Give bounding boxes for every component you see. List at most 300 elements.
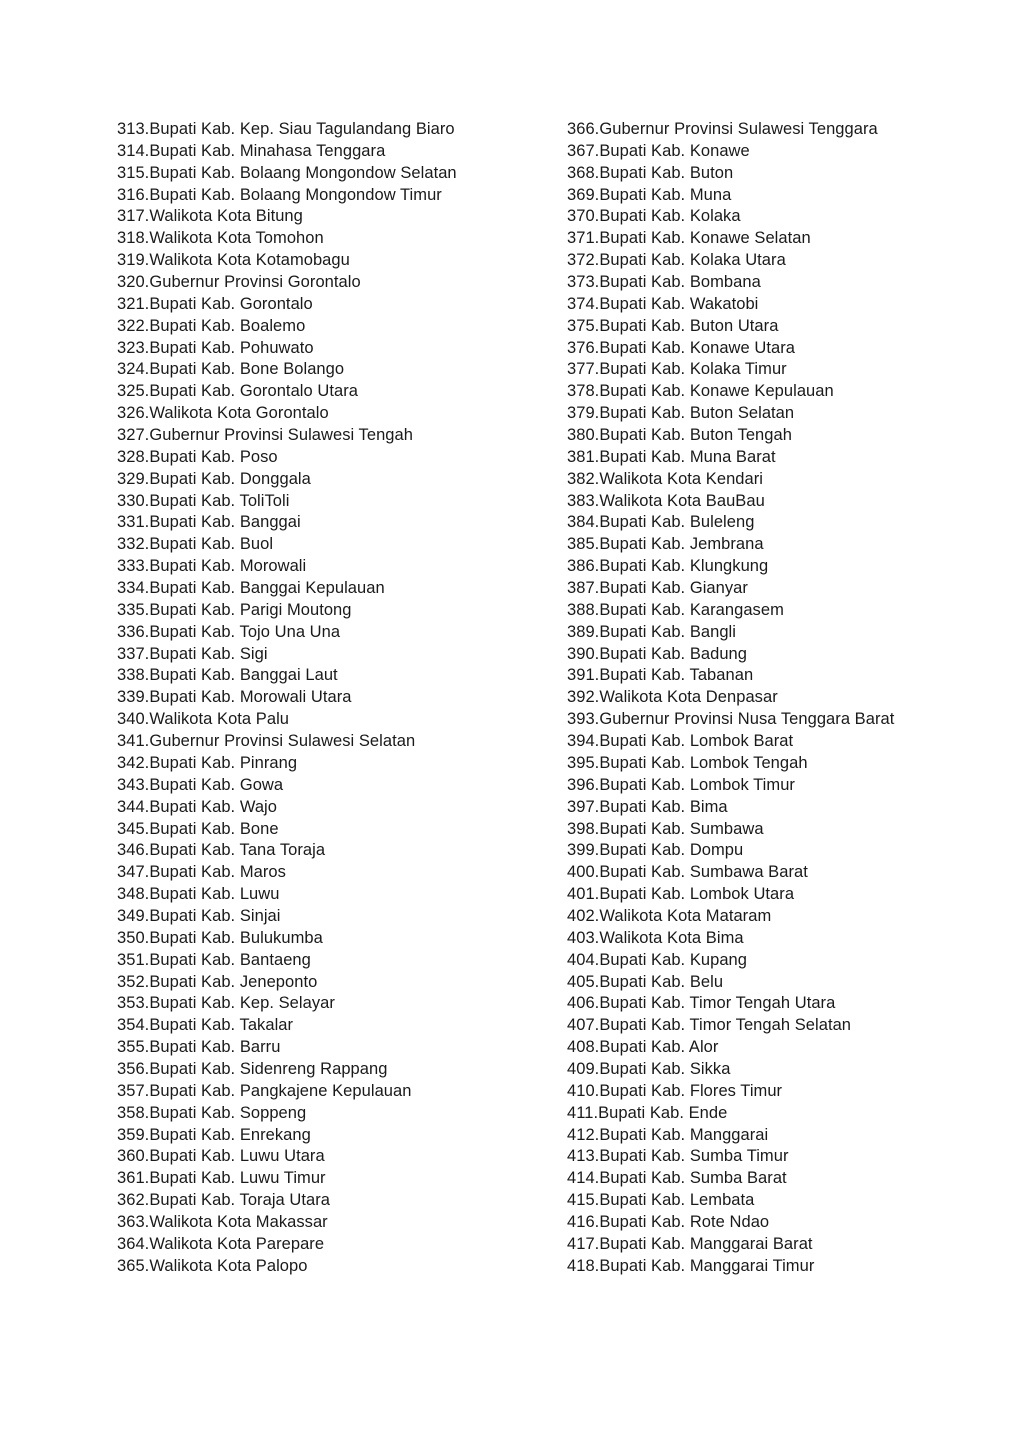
list-item: [567, 381, 1007, 403]
item-number: 361.: [117, 1169, 150, 1188]
item-number: 404.: [567, 950, 600, 969]
list-item: [117, 578, 547, 600]
item-number: 370.: [567, 207, 600, 226]
list-item: [117, 491, 547, 513]
item-number: 346.: [117, 841, 150, 860]
item-text: Bupati Kab. Takalar: [149, 1016, 294, 1035]
item-number: 399.: [567, 841, 600, 860]
item-text: Walikota Kota Kendari: [599, 469, 764, 488]
item-number: 326.: [117, 404, 150, 423]
item-number: 408.: [567, 1038, 600, 1057]
item-text: Bupati Kab. Buton: [599, 163, 734, 182]
list-item: [117, 228, 547, 250]
item-text: Bupati Kab. Wajo: [149, 797, 278, 816]
item-number: 395.: [567, 753, 600, 772]
item-number: 340.: [117, 710, 150, 729]
item-number: 316.: [117, 185, 150, 204]
item-number: 393.: [567, 710, 600, 729]
list-item: [117, 819, 547, 841]
item-text: Bupati Kab. Timor Tengah Utara: [599, 994, 836, 1013]
list-item: [117, 556, 547, 578]
list-item: [117, 1168, 547, 1190]
list-item: [567, 1168, 1007, 1190]
list-item: [567, 359, 1007, 381]
list-item: [567, 512, 1007, 534]
list-item: [117, 928, 547, 950]
list-item: [567, 185, 1007, 207]
list-item: [117, 1256, 547, 1278]
item-text: Walikota Kota Gorontalo: [149, 404, 329, 423]
list-item: [567, 119, 1007, 141]
item-number: 376.: [567, 338, 600, 357]
item-number: 397.: [567, 797, 600, 816]
list-item: [117, 534, 547, 556]
list-item: [567, 1146, 1007, 1168]
item-text: Bupati Kab. Luwu Utara: [149, 1147, 325, 1166]
item-number: 315.: [117, 163, 150, 182]
list-item: [567, 709, 1007, 731]
item-number: 359.: [117, 1125, 150, 1144]
item-number: 330.: [117, 491, 150, 510]
list-item: [117, 600, 547, 622]
item-number: 318.: [117, 229, 150, 248]
item-text: Bupati Kab. Konawe Selatan: [599, 229, 811, 248]
item-text: Walikota Kota Bitung: [149, 207, 303, 226]
item-text: Bupati Kab. Manggarai: [599, 1125, 769, 1144]
item-number: 338.: [117, 666, 150, 685]
list-item: [567, 819, 1007, 841]
list-item: [117, 993, 547, 1015]
item-text: Gubernur Provinsi Nusa Tenggara Barat: [599, 710, 895, 729]
item-number: 381.: [567, 447, 600, 466]
item-text: Bupati Kab. Jembrana: [599, 535, 764, 554]
item-text: Walikota Kota Palu: [149, 710, 290, 729]
item-number: 371.: [567, 229, 600, 248]
item-number: 362.: [117, 1191, 150, 1210]
list-item: [567, 228, 1007, 250]
item-number: 391.: [567, 666, 600, 685]
item-number: 365.: [117, 1256, 150, 1275]
item-number: 363.: [117, 1212, 150, 1231]
list-item: [567, 141, 1007, 163]
item-text: Bupati Kab. Banggai Laut: [149, 666, 338, 685]
item-text: Walikota Kota Mataram: [599, 906, 772, 925]
item-text: Bupati Kab. Kep. Selayar: [149, 994, 335, 1013]
list-item: [567, 469, 1007, 491]
item-number: 402.: [567, 906, 600, 925]
item-number: 403.: [567, 928, 600, 947]
item-number: 323.: [117, 338, 150, 357]
item-number: 415.: [567, 1191, 600, 1210]
list-item: [117, 644, 547, 666]
list-item: [117, 1212, 547, 1234]
list-item: [117, 622, 547, 644]
item-number: 374.: [567, 294, 600, 313]
left-column-list: [117, 119, 547, 1278]
item-number: 394.: [567, 732, 600, 751]
item-number: 342.: [117, 753, 150, 772]
item-number: 385.: [567, 535, 600, 554]
item-text: Bupati Kab. Banggai: [149, 513, 301, 532]
item-text: Bupati Kab. Gorontalo Utara: [149, 382, 358, 401]
item-text: Bupati Kab. Konawe Utara: [599, 338, 795, 357]
item-number: 414.: [567, 1169, 600, 1188]
item-number: 350.: [117, 928, 150, 947]
item-text: Bupati Kab. Gorontalo: [149, 294, 313, 313]
item-number: 322.: [117, 316, 150, 335]
item-text: Walikota Kota Palopo: [149, 1256, 308, 1275]
item-text: Bupati Kab. Toraja Utara: [149, 1191, 330, 1210]
list-item: [567, 1037, 1007, 1059]
item-text: Bupati Kab. Konawe Kepulauan: [599, 382, 834, 401]
item-number: 400.: [567, 863, 600, 882]
list-item: [117, 359, 547, 381]
item-number: 378.: [567, 382, 600, 401]
list-item: [567, 316, 1007, 338]
item-number: 387.: [567, 579, 600, 598]
item-text: Bupati Kab. Enrekang: [149, 1125, 311, 1144]
list-item: [567, 556, 1007, 578]
list-item: [117, 1190, 547, 1212]
item-text: Bupati Kab. Klungkung: [599, 557, 769, 576]
item-text: Bupati Kab. Sumba Barat: [599, 1169, 787, 1188]
item-text: Bupati Kab. Tojo Una Una: [149, 622, 341, 641]
list-item: [567, 403, 1007, 425]
item-number: 388.: [567, 600, 600, 619]
list-item: [567, 1256, 1007, 1278]
item-text: Bupati Kab. Poso: [149, 447, 278, 466]
item-number: 349.: [117, 906, 150, 925]
item-text: Bupati Kab. Parigi Moutong: [149, 600, 352, 619]
item-text: Bupati Kab. Minahasa Tenggara: [149, 141, 386, 160]
item-number: 347.: [117, 863, 150, 882]
item-text: Gubernur Provinsi Sulawesi Tengah: [149, 426, 413, 445]
list-item: [117, 906, 547, 928]
item-text: Walikota Kota Tomohon: [149, 229, 324, 248]
item-number: 379.: [567, 404, 600, 423]
list-item: [117, 1015, 547, 1037]
list-item: [567, 928, 1007, 950]
item-number: 366.: [567, 120, 600, 138]
list-item: [117, 1146, 547, 1168]
item-text: Bupati Kab. Barru: [149, 1038, 281, 1057]
item-number: 348.: [117, 885, 150, 904]
item-number: 333.: [117, 557, 150, 576]
list-item: [567, 1103, 1007, 1125]
list-item: [117, 797, 547, 819]
item-text: Gubernur Provinsi Sulawesi Tenggara: [599, 120, 878, 138]
item-text: Bupati Kab. Kolaka Utara: [599, 251, 786, 270]
item-text: Bupati Kab. Sinjai: [149, 906, 281, 925]
list-item: [567, 600, 1007, 622]
item-number: 373.: [567, 273, 600, 292]
list-item: [117, 316, 547, 338]
item-number: 351.: [117, 950, 150, 969]
list-item: [567, 993, 1007, 1015]
item-number: 384.: [567, 513, 600, 532]
item-text: Bupati Kab. Sumbawa Barat: [599, 863, 808, 882]
item-text: Bupati Kab. Buton Selatan: [599, 404, 795, 423]
item-text: Bupati Kab. Jeneponto: [149, 972, 318, 991]
list-item: [117, 206, 547, 228]
list-item: [117, 512, 547, 534]
item-number: 413.: [567, 1147, 600, 1166]
list-item: [117, 403, 547, 425]
item-number: 320.: [117, 273, 150, 292]
list-item: [567, 206, 1007, 228]
item-text: Bupati Kab. Buleleng: [599, 513, 755, 532]
item-number: 313.: [117, 120, 150, 138]
item-number: 358.: [117, 1103, 150, 1122]
right-column-list: [567, 119, 1007, 1278]
item-text: Bupati Kab. Bolaang Mongondow Timur: [149, 185, 442, 204]
list-item: [117, 753, 547, 775]
item-number: 352.: [117, 972, 150, 991]
list-item: [567, 425, 1007, 447]
item-number: 401.: [567, 885, 600, 904]
item-text: Bupati Kab. Bombana: [599, 273, 761, 292]
item-number: 324.: [117, 360, 150, 379]
item-text: Bupati Kab. Kolaka Timur: [599, 360, 787, 379]
item-number: 334.: [117, 579, 150, 598]
list-item: [567, 797, 1007, 819]
list-item: [567, 1059, 1007, 1081]
item-text: Bupati Kab. Luwu Timur: [149, 1169, 326, 1188]
list-item: [567, 163, 1007, 185]
item-text: Bupati Kab. Manggarai Barat: [599, 1234, 813, 1253]
item-number: 396.: [567, 775, 600, 794]
list-item: [567, 731, 1007, 753]
list-item: [117, 425, 547, 447]
item-text: Bupati Kab. Manggarai Timur: [599, 1256, 815, 1275]
item-text: Bupati Kab. Morowali Utara: [149, 688, 352, 707]
item-number: 345.: [117, 819, 150, 838]
list-item: [567, 491, 1007, 513]
item-text: Bupati Kab. ToliToli: [149, 491, 290, 510]
item-text: Bupati Kab. Bangli: [599, 622, 736, 641]
item-text: Bupati Kab. Rote Ndao: [599, 1212, 770, 1231]
item-text: Bupati Kab. Buton Utara: [599, 316, 779, 335]
item-text: Bupati Kab. Lombok Tengah: [599, 753, 808, 772]
list-item: [117, 862, 547, 884]
item-text: Walikota Kota BauBau: [599, 491, 765, 510]
item-number: 331.: [117, 513, 150, 532]
list-item: [567, 775, 1007, 797]
list-item: [117, 272, 547, 294]
item-text: Bupati Kab. Kolaka: [599, 207, 741, 226]
list-item: [117, 1081, 547, 1103]
item-number: 377.: [567, 360, 600, 379]
item-number: 412.: [567, 1125, 600, 1144]
item-text: Bupati Kab. Kep. Siau Tagulandang Biaro: [149, 120, 455, 138]
item-number: 383.: [567, 491, 600, 510]
list-item: [567, 447, 1007, 469]
item-text: Walikota Kota Bima: [599, 928, 744, 947]
list-item: [117, 250, 547, 272]
item-text: Bupati Kab. Soppeng: [149, 1103, 307, 1122]
item-text: Bupati Kab. Pangkajene Kepulauan: [149, 1081, 412, 1100]
list-item: [117, 1059, 547, 1081]
item-number: 325.: [117, 382, 150, 401]
item-number: 332.: [117, 535, 150, 554]
item-number: 353.: [117, 994, 150, 1013]
item-text: Bupati Kab. Buton Tengah: [599, 426, 792, 445]
item-text: Bupati Kab. Sikka: [599, 1059, 731, 1078]
item-number: 411.: [567, 1103, 599, 1122]
item-text: Bupati Kab. Boalemo: [149, 316, 306, 335]
item-text: Bupati Kab. Luwu: [149, 885, 280, 904]
item-number: 409.: [567, 1059, 600, 1078]
list-item: [117, 1234, 547, 1256]
item-text: Bupati Kab. Lombok Utara: [599, 885, 795, 904]
item-number: 389.: [567, 622, 600, 641]
item-number: 321.: [117, 294, 150, 313]
item-number: 386.: [567, 557, 600, 576]
list-item: [567, 884, 1007, 906]
item-number: 317.: [117, 207, 150, 226]
list-item: [567, 665, 1007, 687]
list-item: [567, 753, 1007, 775]
item-text: Bupati Kab. Tabanan: [599, 666, 754, 685]
item-text: Bupati Kab. Bulukumba: [149, 928, 323, 947]
item-text: Bupati Kab. Alor: [599, 1038, 719, 1057]
item-text: Bupati Kab. Badung: [599, 644, 748, 663]
item-text: Bupati Kab. Bone Bolango: [149, 360, 345, 379]
item-number: 405.: [567, 972, 600, 991]
item-number: 335.: [117, 600, 150, 619]
list-item: [117, 1037, 547, 1059]
item-number: 343.: [117, 775, 150, 794]
list-item: [117, 775, 547, 797]
item-number: 407.: [567, 1016, 600, 1035]
list-item: [117, 294, 547, 316]
item-number: 392.: [567, 688, 600, 707]
list-item: [567, 338, 1007, 360]
list-item: [567, 1212, 1007, 1234]
list-item: [117, 972, 547, 994]
list-item: [567, 1015, 1007, 1037]
item-number: 319.: [117, 251, 150, 270]
item-text: Walikota Kota Denpasar: [599, 688, 778, 707]
item-number: 357.: [117, 1081, 150, 1100]
item-number: 344.: [117, 797, 150, 816]
item-text: Bupati Kab. Lembata: [599, 1191, 755, 1210]
list-item: [567, 294, 1007, 316]
item-text: Bupati Kab. Bantaeng: [149, 950, 311, 969]
item-text: Bupati Kab. Gianyar: [599, 579, 748, 598]
item-text: Bupati Kab. Ende: [598, 1103, 728, 1122]
item-text: Walikota Kota Kotamobagu: [149, 251, 350, 270]
item-text: Gubernur Provinsi Gorontalo: [149, 273, 361, 292]
item-text: Bupati Kab. Sidenreng Rappang: [149, 1059, 388, 1078]
item-text: Bupati Kab. Gowa: [149, 775, 284, 794]
item-text: Bupati Kab. Pinrang: [149, 753, 298, 772]
list-item: [567, 687, 1007, 709]
list-item: [117, 119, 547, 141]
item-text: Bupati Kab. Bima: [599, 797, 728, 816]
item-text: Bupati Kab. Belu: [599, 972, 724, 991]
list-item: [567, 272, 1007, 294]
item-number: 339.: [117, 688, 150, 707]
item-text: Bupati Kab. Bolaang Mongondow Selatan: [149, 163, 457, 182]
list-item: [117, 338, 547, 360]
item-number: 364.: [117, 1234, 150, 1253]
item-number: 355.: [117, 1038, 150, 1057]
item-number: 369.: [567, 185, 600, 204]
list-item: [567, 1190, 1007, 1212]
list-item: [117, 469, 547, 491]
item-number: 417.: [567, 1234, 600, 1253]
list-item: [117, 163, 547, 185]
item-text: Bupati Kab. Dompu: [599, 841, 744, 860]
list-item: [567, 950, 1007, 972]
item-text: Bupati Kab. Bone: [149, 819, 279, 838]
item-text: Bupati Kab. Sigi: [149, 644, 268, 663]
list-item: [567, 840, 1007, 862]
item-text: Walikota Kota Parepare: [149, 1234, 325, 1253]
list-item: [117, 840, 547, 862]
item-number: 360.: [117, 1147, 150, 1166]
item-number: 416.: [567, 1212, 600, 1231]
item-text: Bupati Kab. Banggai Kepulauan: [149, 579, 385, 598]
item-text: Bupati Kab. Kupang: [599, 950, 748, 969]
item-text: Bupati Kab. Maros: [149, 863, 286, 882]
list-item: [567, 622, 1007, 644]
item-text: Walikota Kota Makassar: [149, 1212, 328, 1231]
item-number: 375.: [567, 316, 600, 335]
item-text: Bupati Kab. Donggala: [149, 469, 311, 488]
list-item: [117, 884, 547, 906]
list-item: [117, 447, 547, 469]
item-text: Bupati Kab. Sumba Timur: [599, 1147, 789, 1166]
item-text: Bupati Kab. Muna: [599, 185, 732, 204]
list-item: [567, 578, 1007, 600]
item-text: Bupati Kab. Buol: [149, 535, 274, 554]
list-item: [567, 972, 1007, 994]
item-number: 406.: [567, 994, 600, 1013]
item-number: 341.: [117, 732, 150, 751]
list-item: [117, 709, 547, 731]
list-item: [117, 381, 547, 403]
list-item: [117, 950, 547, 972]
item-number: 410.: [567, 1081, 600, 1100]
item-number: 354.: [117, 1016, 150, 1035]
list-item: [117, 141, 547, 163]
item-number: 418.: [567, 1256, 600, 1275]
item-text: Bupati Kab. Lombok Timur: [599, 775, 795, 794]
list-item: [117, 731, 547, 753]
item-number: 336.: [117, 622, 150, 641]
item-number: 314.: [117, 141, 150, 160]
list-item: [117, 1125, 547, 1147]
item-number: 328.: [117, 447, 150, 466]
item-number: 398.: [567, 819, 600, 838]
list-item: [117, 185, 547, 207]
item-number: 367.: [567, 141, 600, 160]
list-item: [117, 665, 547, 687]
item-number: 380.: [567, 426, 600, 445]
item-text: Bupati Kab. Sumbawa: [599, 819, 764, 838]
item-number: 356.: [117, 1059, 150, 1078]
item-text: Bupati Kab. Flores Timur: [599, 1081, 783, 1100]
item-text: Bupati Kab. Muna Barat: [599, 447, 776, 466]
list-item: [567, 1081, 1007, 1103]
item-text: Bupati Kab. Tana Toraja: [149, 841, 326, 860]
item-number: 390.: [567, 644, 600, 663]
list-item: [567, 862, 1007, 884]
item-text: Bupati Kab. Morowali: [149, 557, 307, 576]
list-item: [567, 1125, 1007, 1147]
